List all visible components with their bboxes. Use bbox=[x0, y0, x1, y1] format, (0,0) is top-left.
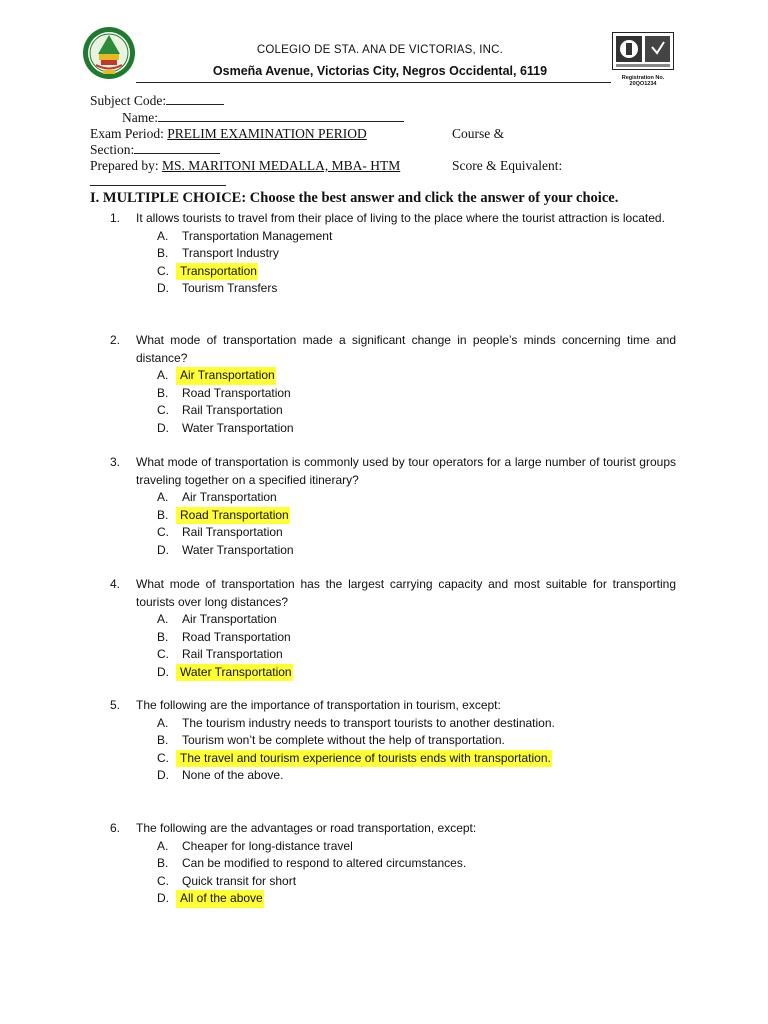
question-number: 5. bbox=[110, 698, 121, 712]
answer-option-c[interactable] bbox=[157, 402, 676, 420]
name-label: Name: bbox=[122, 110, 158, 125]
answer-option-a[interactable] bbox=[157, 367, 676, 385]
option-text: None of the above. bbox=[182, 768, 284, 783]
answer-option-c[interactable] bbox=[157, 750, 676, 768]
option-letter: D. bbox=[157, 542, 169, 557]
answer-options bbox=[157, 367, 676, 437]
exam-period-label: Exam Period: bbox=[90, 126, 164, 141]
score-field bbox=[90, 174, 226, 190]
score-label: Score & Equivalent: bbox=[452, 158, 563, 173]
option-text: Road Transportation bbox=[182, 385, 291, 400]
exam-period-field bbox=[90, 126, 367, 142]
answer-option-c[interactable] bbox=[157, 524, 676, 542]
question-2 bbox=[110, 332, 676, 437]
option-letter: A. bbox=[157, 228, 169, 243]
answer-options bbox=[157, 611, 676, 681]
option-text: Can be modified to respond to altered circumstances. bbox=[182, 856, 467, 871]
answer-options bbox=[157, 715, 676, 785]
prepared-by-label: Prepared by: bbox=[90, 158, 159, 173]
answer-options bbox=[157, 489, 676, 559]
answer-option-d[interactable] bbox=[157, 280, 676, 298]
option-letter: A. bbox=[157, 838, 169, 853]
option-letter: A. bbox=[157, 715, 169, 730]
question-text: What mode of transportation made a significant change in people’s minds concerning time and distance? bbox=[136, 333, 676, 365]
option-text: Rail Transportation bbox=[182, 525, 283, 540]
option-text: Transportation Management bbox=[182, 228, 333, 243]
question-text: The following are the advantages or road transportation, except: bbox=[136, 821, 477, 835]
selected-answer-text: Water Transportation bbox=[176, 664, 293, 682]
answer-option-d[interactable] bbox=[157, 664, 676, 682]
certification-logo-icon bbox=[612, 32, 674, 87]
option-letter: D. bbox=[157, 664, 169, 679]
option-letter: B. bbox=[157, 385, 169, 400]
option-text: Water Transportation bbox=[182, 542, 294, 557]
answer-option-c[interactable] bbox=[157, 646, 676, 664]
prepared-by-field bbox=[90, 158, 400, 174]
answer-option-b[interactable] bbox=[157, 245, 676, 263]
answer-options bbox=[157, 838, 676, 908]
answer-option-a[interactable] bbox=[157, 838, 676, 856]
option-text: The tourism industry needs to transport tourists to another destination. bbox=[182, 715, 555, 730]
option-letter: D. bbox=[157, 420, 169, 435]
question-text: It allows tourists to travel from their place of living to the place where the tourist attraction is located. bbox=[136, 211, 665, 225]
question-text: What mode of transportation is commonly used by tour operators for a large number of tourist groups traveling together on a specified itinerary? bbox=[136, 455, 676, 487]
option-text: Tourism won’t be complete without the help of transportation. bbox=[182, 733, 505, 748]
answer-option-d[interactable] bbox=[157, 542, 676, 560]
option-text: Air Transportation bbox=[182, 490, 277, 505]
question-3 bbox=[110, 454, 676, 559]
answer-option-b[interactable] bbox=[157, 732, 676, 750]
header-divider bbox=[136, 82, 611, 83]
answer-option-b[interactable] bbox=[157, 385, 676, 403]
question-number: 2. bbox=[110, 333, 121, 347]
option-letter: B. bbox=[157, 507, 169, 522]
option-letter: A. bbox=[157, 368, 169, 383]
registration-number: Registration No. 20QO1234 bbox=[621, 75, 665, 87]
answer-option-a[interactable] bbox=[157, 715, 676, 733]
section-blank[interactable] bbox=[134, 142, 220, 154]
option-letter: C. bbox=[157, 263, 169, 278]
option-text: Air Transportation bbox=[182, 612, 277, 627]
section-field bbox=[90, 142, 220, 158]
option-letter: B. bbox=[157, 856, 169, 871]
school-name: COLEGIO DE STA. ANA DE VICTORIAS, INC. bbox=[256, 44, 504, 56]
answer-option-d[interactable] bbox=[157, 420, 676, 438]
exam-period-value: PRELIM EXAMINATION PERIOD bbox=[167, 126, 367, 141]
subject-code-label: Subject Code: bbox=[90, 93, 167, 108]
answer-option-d[interactable] bbox=[157, 767, 676, 785]
answer-option-c[interactable] bbox=[157, 263, 676, 281]
question-text: The following are the importance of transportation in tourism, except: bbox=[136, 698, 501, 712]
question-5 bbox=[110, 697, 676, 785]
option-letter: B. bbox=[157, 629, 169, 644]
selected-answer-text: Transportation bbox=[176, 263, 258, 281]
school-seal-icon bbox=[82, 26, 136, 80]
answer-option-d[interactable] bbox=[157, 890, 676, 908]
name-blank[interactable] bbox=[158, 110, 404, 122]
selected-answer-text: The travel and tourism experience of tourists ends with transportation. bbox=[176, 750, 552, 768]
subject-code-field bbox=[90, 93, 224, 109]
option-letter: A. bbox=[157, 612, 169, 627]
option-letter: D. bbox=[157, 281, 169, 296]
question-number: 6. bbox=[110, 821, 121, 835]
option-letter: B. bbox=[157, 733, 169, 748]
question-number: 3. bbox=[110, 455, 121, 469]
option-letter: D. bbox=[157, 768, 169, 783]
answer-option-a[interactable] bbox=[157, 611, 676, 629]
option-letter: B. bbox=[157, 246, 169, 261]
option-letter: D. bbox=[157, 891, 169, 906]
question-1 bbox=[110, 210, 676, 298]
option-text: Rail Transportation bbox=[182, 403, 283, 418]
selected-answer-text: Air Transportation bbox=[176, 367, 276, 385]
answer-option-b[interactable] bbox=[157, 629, 676, 647]
answer-option-b[interactable] bbox=[157, 507, 676, 525]
name-field bbox=[122, 110, 404, 126]
answer-option-a[interactable] bbox=[157, 489, 676, 507]
course-label: Course & bbox=[452, 126, 505, 141]
option-letter: C. bbox=[157, 873, 169, 888]
option-text: Tourism Transfers bbox=[182, 281, 278, 296]
question-6 bbox=[110, 820, 676, 908]
document-header bbox=[0, 0, 768, 86]
answer-option-c[interactable] bbox=[157, 873, 676, 891]
selected-answer-text: Road Transportation bbox=[176, 507, 290, 525]
question-number: 4. bbox=[110, 577, 121, 591]
question-number: 1. bbox=[110, 211, 121, 225]
question-4 bbox=[110, 576, 676, 681]
answer-options bbox=[157, 228, 676, 298]
option-text: Quick transit for short bbox=[182, 873, 297, 888]
option-text: Rail Transportation bbox=[182, 647, 283, 662]
option-letter: C. bbox=[157, 525, 169, 540]
score-blank[interactable] bbox=[90, 174, 226, 186]
answer-option-b[interactable] bbox=[157, 855, 676, 873]
option-text: Water Transportation bbox=[182, 420, 294, 435]
question-text: What mode of transportation has the largest carrying capacity and most suitable for transporting tourists over long distances? bbox=[136, 577, 676, 609]
option-letter: C. bbox=[157, 403, 169, 418]
answer-option-a[interactable] bbox=[157, 228, 676, 246]
school-address: Osmeña Avenue, Victorias City, Negros Occidental, 6119 bbox=[212, 64, 548, 78]
option-letter: C. bbox=[157, 647, 169, 662]
option-letter: C. bbox=[157, 750, 169, 765]
selected-answer-text: All of the above bbox=[176, 890, 264, 908]
section-label: Section: bbox=[90, 142, 135, 157]
option-text: Cheaper for long-distance travel bbox=[182, 838, 353, 853]
subject-code-blank[interactable] bbox=[166, 93, 224, 105]
section-heading: I. MULTIPLE CHOICE: Choose the best answer and click the answer of your choice. bbox=[90, 190, 619, 206]
prepared-by-value: MS. MARITONI MEDALLA, MBA- HTM bbox=[161, 158, 401, 173]
option-text: Transport Industry bbox=[182, 246, 279, 261]
option-text: Road Transportation bbox=[182, 629, 291, 644]
option-letter: A. bbox=[157, 490, 169, 505]
